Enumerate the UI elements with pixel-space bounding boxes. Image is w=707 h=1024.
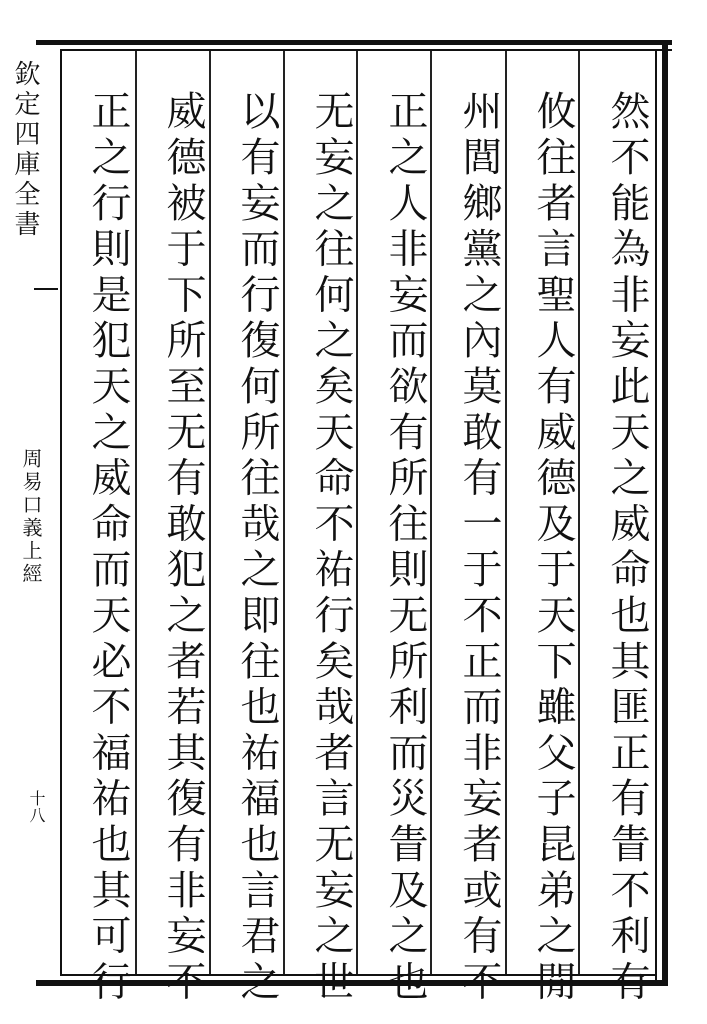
frame-border-right — [662, 40, 668, 985]
column-rule — [505, 51, 507, 974]
text-column-5: 无妄之往何之矣天命不祐行矣哉者言无妄之世 — [308, 90, 354, 1006]
text-column-8: 正之行則是犯天之威命而天必不福祐也其可行 — [85, 90, 131, 1006]
text-column-7: 威德被于下所至无有敢犯之者若其復有非妄不 — [160, 90, 206, 1006]
text-column-1: 然不能為非妄此天之威命也其匪正有眚不利有 — [604, 90, 650, 1006]
column-rule — [209, 51, 211, 974]
frame-border-left — [60, 49, 62, 976]
margin-title: 欽定四庫全書 — [10, 60, 40, 240]
margin-page-number: 十八 — [27, 790, 46, 824]
margin-rule — [34, 288, 58, 290]
column-rule — [283, 51, 285, 974]
column-rule — [135, 51, 137, 974]
frame-border-top-inner — [60, 49, 672, 51]
text-column-6: 以有妄而行復何所往哉之即往也祐福也言君之 — [234, 90, 280, 1006]
text-column-2: 攸往者言聖人有威德及于天下雖父子昆弟之閒 — [530, 90, 576, 1006]
frame-border-right-inner — [655, 49, 657, 981]
text-column-3: 州閭鄉黨之內莫敢有一于不正而非妄者或有不 — [456, 90, 502, 1006]
text-column-4: 正之人非妄而欲有所往則无所利而災眚及之也 — [382, 90, 428, 1006]
margin-book-title: 周易口義上經 — [19, 448, 43, 586]
frame-border-top — [36, 40, 672, 45]
